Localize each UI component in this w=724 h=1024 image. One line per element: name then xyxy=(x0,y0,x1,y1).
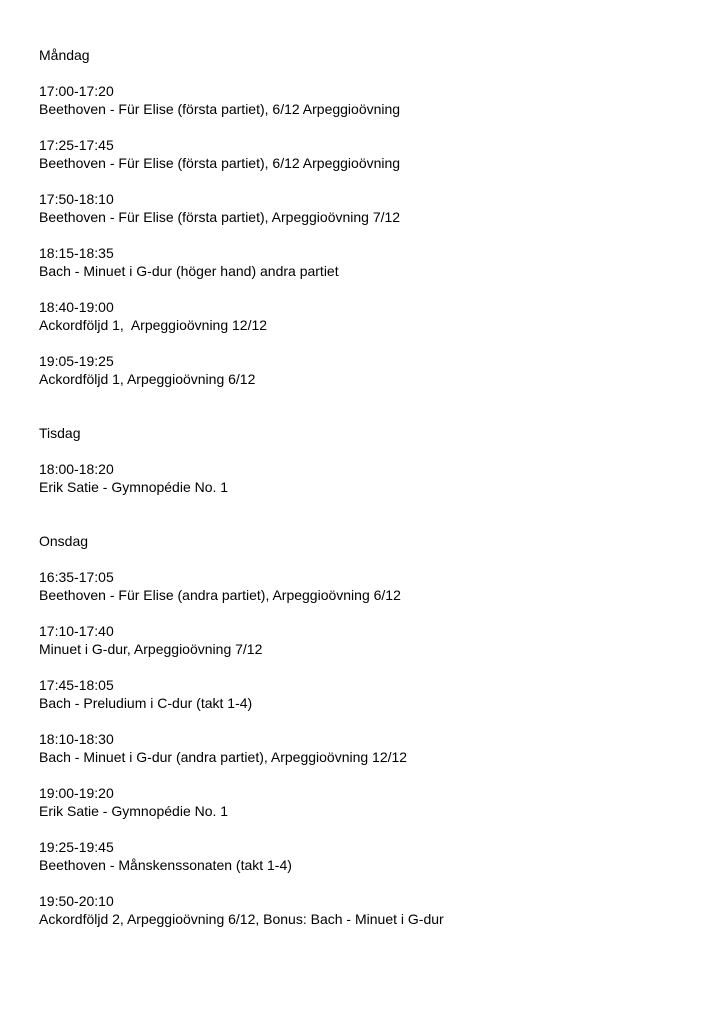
session-time: 19:50-20:10 xyxy=(39,893,114,909)
day-monday xyxy=(39,46,699,388)
session-time: 18:10-18:30 xyxy=(39,731,114,747)
session-item xyxy=(39,136,699,172)
spacer xyxy=(39,406,699,424)
session-item xyxy=(39,82,699,118)
session-item xyxy=(39,190,699,226)
session-description: Bach - Minuet i G-dur (höger hand) andra partiet xyxy=(39,263,339,279)
session-item xyxy=(39,892,699,928)
session-item xyxy=(39,676,699,712)
session-description: Bach - Minuet i G-dur (andra partiet), Arpeggioövning 12/12 xyxy=(39,749,408,765)
day-wednesday xyxy=(39,532,699,928)
session-time: 17:45-18:05 xyxy=(39,677,114,693)
session-time: 17:25-17:45 xyxy=(39,137,114,153)
session-description: Beethoven - Für Elise (första partiet), Arpeggioövning 7/12 xyxy=(39,209,401,225)
session-description: Beethoven - Für Elise (andra partiet), Arpeggioövning 6/12 xyxy=(39,587,401,603)
day-title: Onsdag xyxy=(39,533,89,549)
session-time: 17:10-17:40 xyxy=(39,623,114,639)
session-item xyxy=(39,784,699,820)
session-time: 19:00-19:20 xyxy=(39,785,114,801)
session-item xyxy=(39,352,699,388)
session-description: Minuet i G-dur, Arpeggioövning 7/12 xyxy=(39,641,263,657)
session-time: 17:50-18:10 xyxy=(39,191,114,207)
session-time: 18:15-18:35 xyxy=(39,245,114,261)
session-description: Bach - Preludium i C-dur (takt 1-4) xyxy=(39,695,253,711)
session-description: Ackordföljd 2, Arpeggioövning 6/12, Bonus: Bach - Minuet i G-dur xyxy=(39,911,444,927)
day-tuesday xyxy=(39,424,699,496)
session-description: Erik Satie - Gymnopédie No. 1 xyxy=(39,803,229,819)
schedule-document xyxy=(39,46,699,946)
session-time: 19:25-19:45 xyxy=(39,839,114,855)
session-item xyxy=(39,298,699,334)
session-time: 17:00-17:20 xyxy=(39,83,114,99)
session-item xyxy=(39,730,699,766)
session-description: Beethoven - Für Elise (första partiet), 6/12 Arpeggioövning xyxy=(39,155,401,171)
session-item xyxy=(39,568,699,604)
day-title: Måndag xyxy=(39,47,90,63)
session-item xyxy=(39,622,699,658)
day-title: Tisdag xyxy=(39,425,81,441)
session-time: 19:05-19:25 xyxy=(39,353,114,369)
session-time: 18:00-18:20 xyxy=(39,461,114,477)
session-description: Ackordföljd 1, Arpeggioövning 12/12 xyxy=(39,317,268,333)
spacer xyxy=(39,514,699,532)
session-item xyxy=(39,460,699,496)
session-time: 18:40-19:00 xyxy=(39,299,114,315)
session-description: Erik Satie - Gymnopédie No. 1 xyxy=(39,479,229,495)
session-time: 16:35-17:05 xyxy=(39,569,114,585)
session-description: Beethoven - Månskenssonaten (takt 1-4) xyxy=(39,857,292,873)
session-description: Beethoven - Für Elise (första partiet), 6/12 Arpeggioövning xyxy=(39,101,401,117)
session-item xyxy=(39,244,699,280)
session-item xyxy=(39,838,699,874)
session-description: Ackordföljd 1, Arpeggioövning 6/12 xyxy=(39,371,256,387)
